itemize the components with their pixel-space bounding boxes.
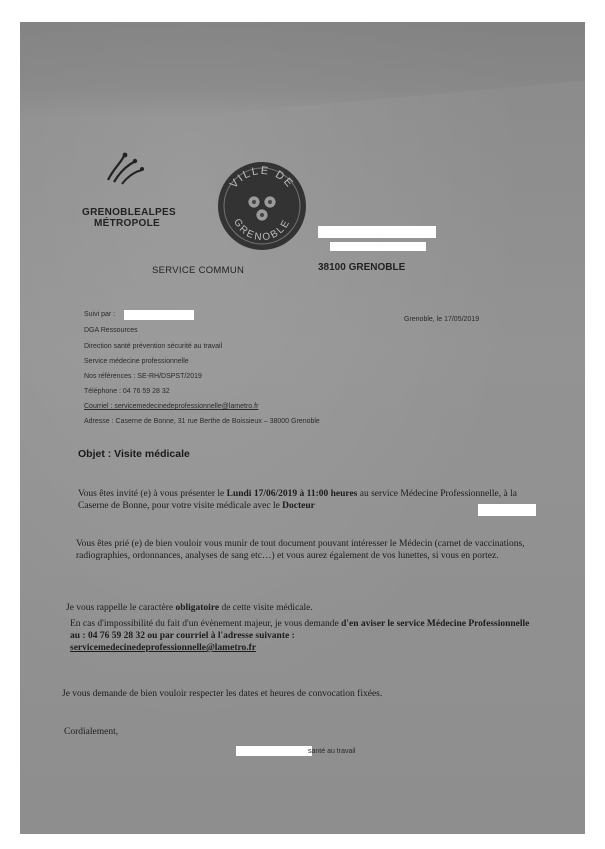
sender-line-1: DGA Ressources bbox=[84, 327, 138, 334]
letter-subject: Objet : Visite médicale bbox=[78, 448, 190, 460]
p1-text-c: au service Médecine Professionnelle, à la Caserne de Bonne, pour votre visite médicale avec le bbox=[78, 489, 517, 511]
scanned-letter bbox=[20, 22, 585, 834]
metropole-logo-text bbox=[82, 207, 176, 229]
paragraph-convocation bbox=[78, 488, 538, 512]
p1-appointment: Lundi 17/06/2019 à 11:00 heures bbox=[226, 489, 358, 499]
recipient-city: 38100 GRENOBLE bbox=[318, 262, 406, 273]
svg-text:VILLE DE: VILLE DE bbox=[227, 164, 297, 191]
p4-email-link[interactable]: servicemedecinedeprofessionnelle@lametro.fr bbox=[70, 643, 257, 653]
letter-date: Grenoble, le 17/05/2019 bbox=[404, 316, 480, 323]
service-label: SERVICE COMMUN bbox=[152, 265, 245, 276]
paper-fold-shadow bbox=[20, 22, 585, 117]
sender-line-4: Nos références : SE-RH/DSPST/2019 bbox=[84, 373, 202, 380]
sender-line-6: Courriel : servicemedecinedeprofessionnelle@lametro.fr bbox=[84, 403, 259, 410]
p4-text-a: En cas d'impossibilité du fait d'un évènement majeur, je vous demande bbox=[70, 619, 342, 629]
redacted-recipient-name bbox=[318, 226, 436, 238]
signature-suffix: santé au travail bbox=[308, 748, 356, 755]
sender-line-3: Service médecine professionnelle bbox=[84, 358, 189, 365]
svg-text:GRENOBLE: GRENOBLE bbox=[231, 217, 293, 244]
grenoble-alpes-metropole-logo-icon bbox=[100, 150, 146, 190]
ville-de-grenoble-seal-icon bbox=[216, 160, 308, 252]
p1-text-a: Vous êtes invité (e) à vous présenter le bbox=[78, 489, 227, 499]
paragraph-impossibility bbox=[70, 618, 530, 654]
redacted-signatory bbox=[236, 746, 312, 756]
p3-text-a: Je vous rappelle le caractère bbox=[66, 603, 176, 613]
p3-text-c: de cette visite médicale. bbox=[219, 603, 313, 613]
closing: Cordialement, bbox=[64, 727, 119, 737]
p4-contact: d'en aviser le service Médecine Professionnelle au : 04 76 59 28 32 ou par courriel à l'adresse suivante : bbox=[70, 619, 530, 641]
sender-line-5: Téléphone : 04 76 59 28 32 bbox=[84, 388, 170, 395]
logo-line-2: MÉTROPOLE bbox=[93, 218, 161, 229]
paragraph-documents: Vous êtes prié (e) de bien vouloir vous munir de tout document pouvant intéresser le Médecin (carnet de vaccinations, radiographies, ordonnances, analyses de sang etc…) et vous aurez également de vos lunettes, si vous en portez. bbox=[76, 539, 525, 561]
p1-doctor: Docteur bbox=[282, 501, 315, 511]
p3-obligatoire: obligatoire bbox=[175, 603, 220, 613]
redacted-follow-up-name bbox=[124, 310, 194, 320]
paragraph-respect-dates: Je vous demande de bien vouloir respecter les dates et heures de convocation fixées. bbox=[62, 689, 383, 699]
logo-line-1: GRENOBLEALPES bbox=[82, 207, 176, 218]
suivi-par-label: Suivi par : bbox=[84, 311, 116, 318]
sender-line-2: Direction santé prévention sécurité au travail bbox=[84, 343, 223, 350]
redacted-recipient-street bbox=[330, 242, 426, 251]
paragraph-obligation bbox=[66, 602, 526, 614]
sender-line-7: Adresse : Caserne de Bonne, 31 rue Berthe de Boissieux – 38000 Grenoble bbox=[84, 418, 320, 425]
redacted-doctor-name bbox=[478, 504, 536, 516]
